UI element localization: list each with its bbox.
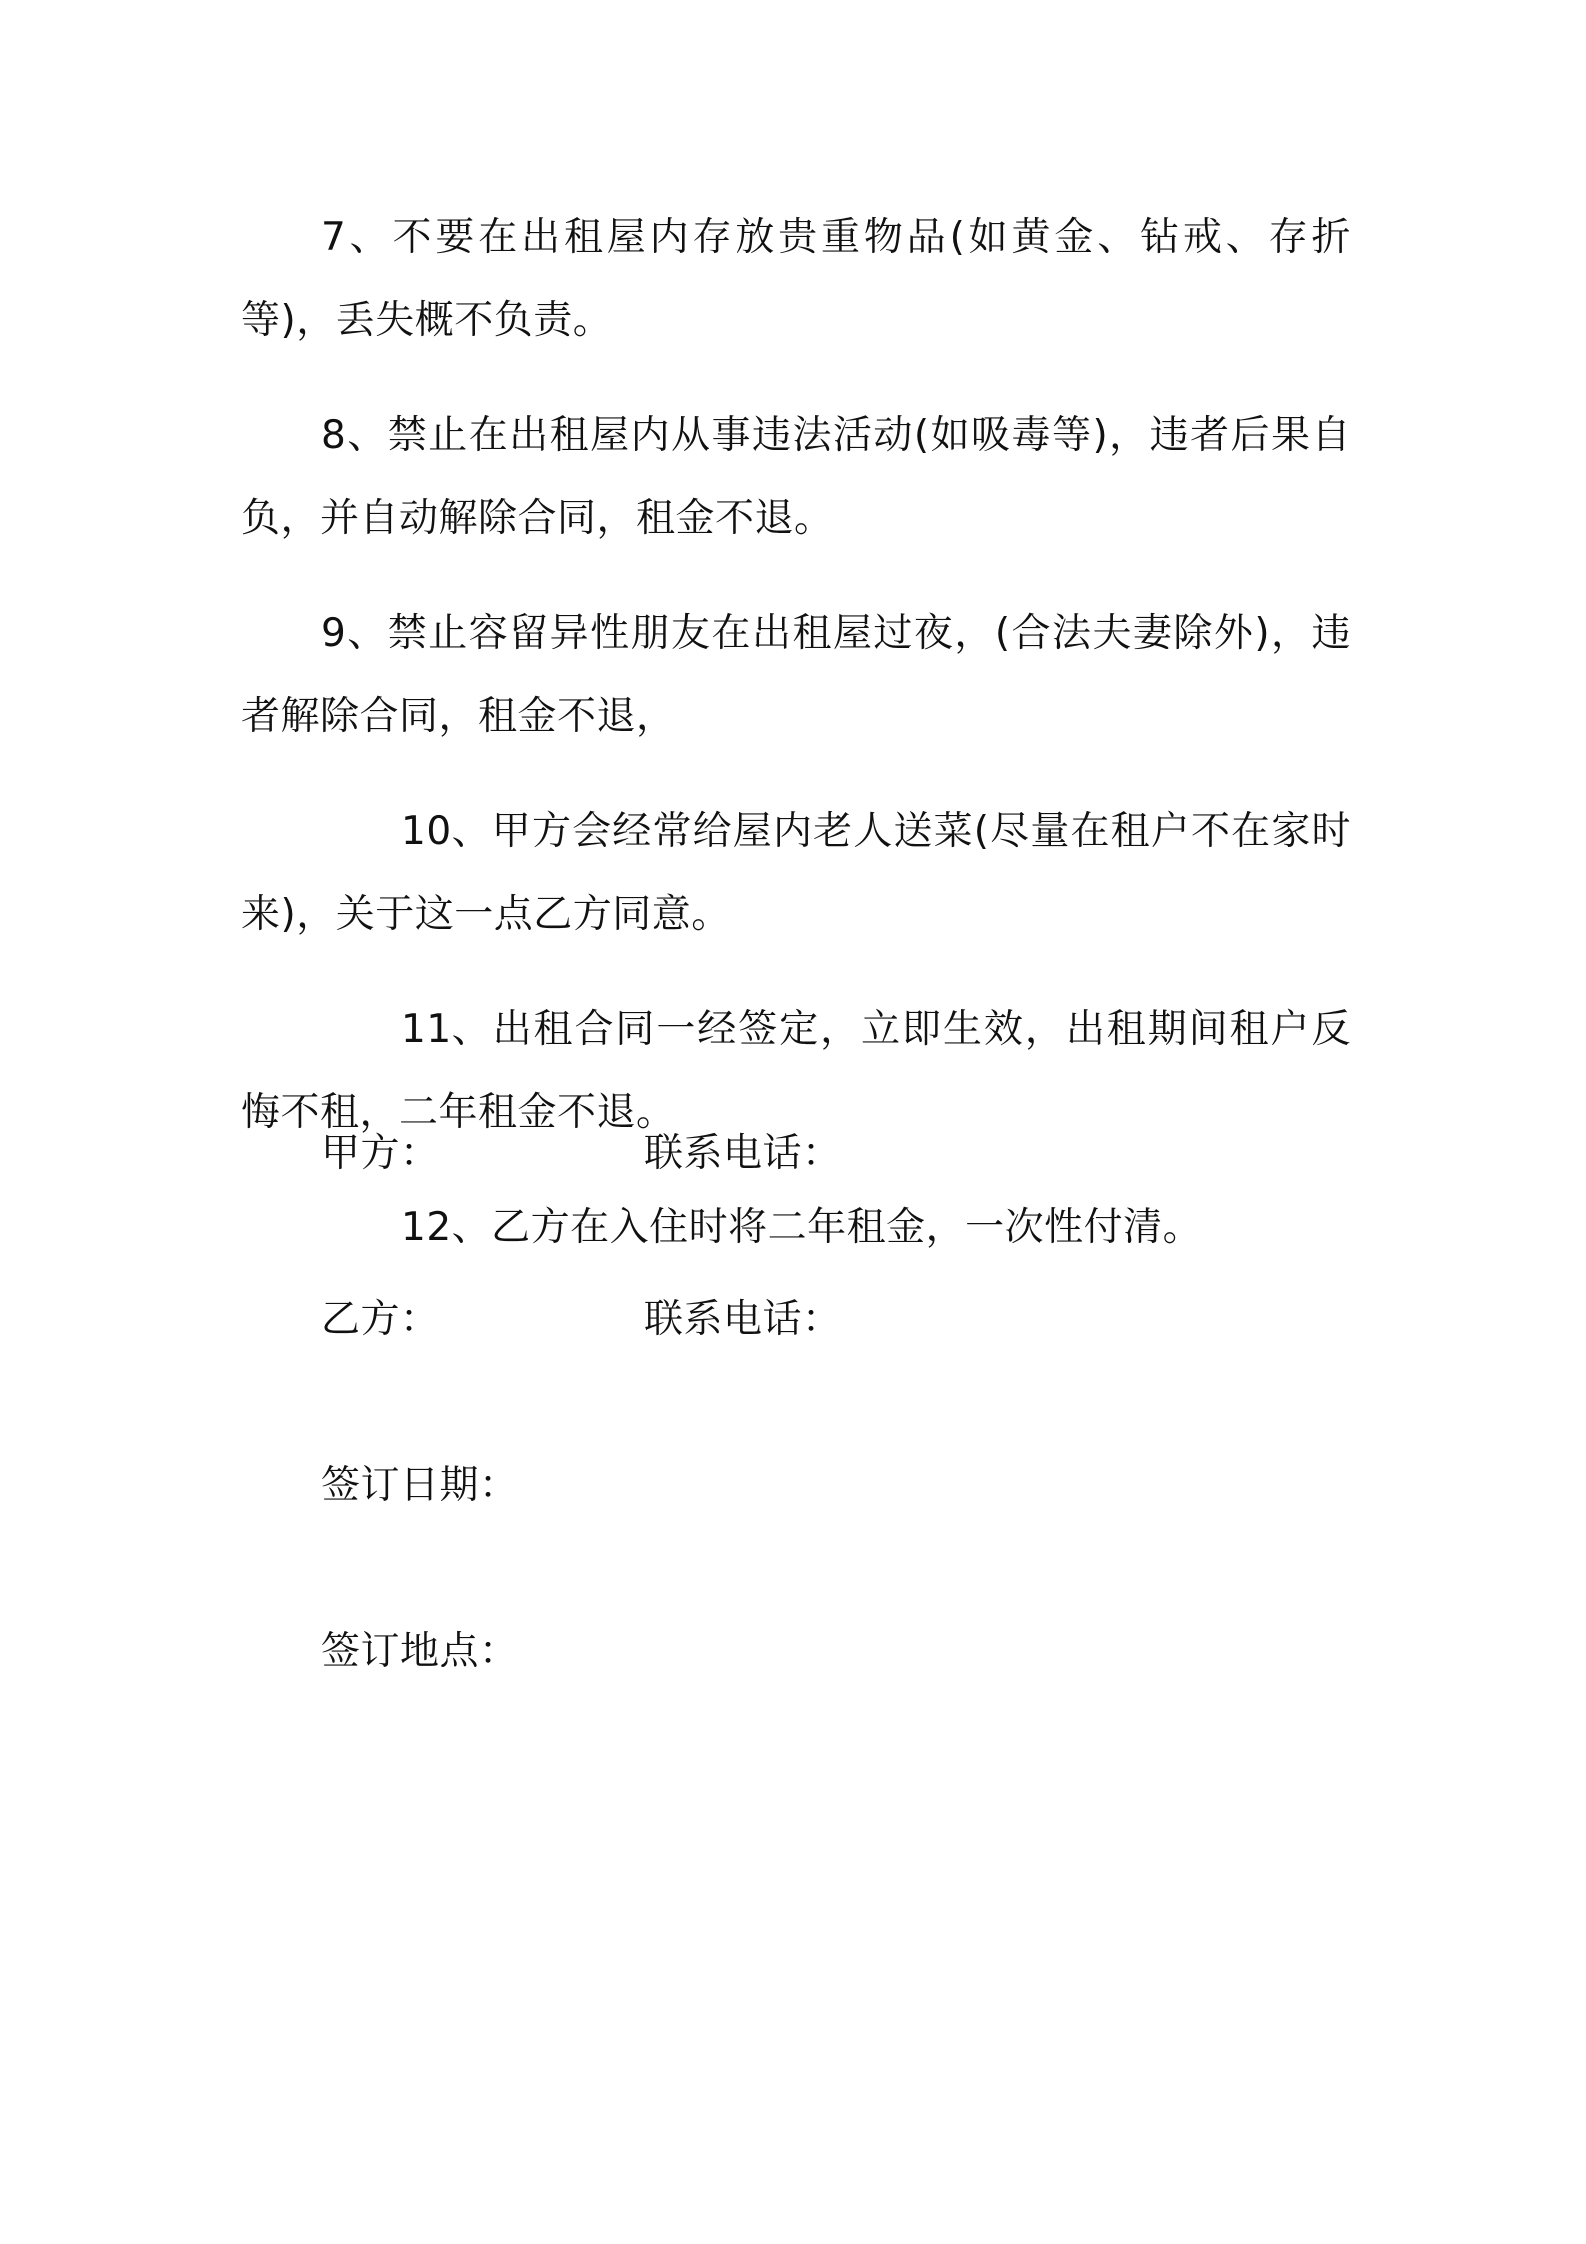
party-b-signature [321,1278,1321,1361]
clause-text: 禁止容留异性朋友在出租屋过夜，(合法夫妻除外)，违者解除合同，租金不退， [241,611,1351,739]
sign-place-label: 签订地点： [321,1629,519,1674]
sign-place [321,1610,1321,1693]
clause-10 [241,790,1351,956]
clause-8 [241,394,1351,560]
clause-number: 7、 [321,215,393,260]
party-b-label: 乙方： [321,1297,440,1342]
clause-9 [241,592,1351,758]
sign-date-label: 签订日期： [321,1463,519,1508]
sign-date [321,1444,1321,1527]
clause-number: 9、 [321,611,388,656]
clause-text: 不要在出租屋内存放贵重物品(如黄金、钻戒、存折等)，丢失概不负责。 [241,215,1351,343]
clause-text: 出租合同一经签定，立即生效，出租期间租户反悔不租，二年租金不退。 [241,1007,1351,1135]
clause-number: 10、 [401,809,492,854]
clause-number: 12、 [401,1205,492,1250]
clause-number: 8、 [321,413,388,458]
clause-number: 11、 [401,1007,492,1052]
clause-text: 乙方在入住时将二年租金，一次性付清。 [491,1205,1203,1250]
party-a-phone-label: 联系电话： [644,1131,842,1176]
clause-12 [241,1186,1351,1269]
clause-text: 禁止在出租屋内从事违法活动(如吸毒等)，违者后果自负，并自动解除合同，租金不退。 [241,413,1351,541]
party-b-phone-label: 联系电话： [644,1297,842,1342]
clause-text: 甲方会经常给屋内老人送菜(尽量在租户不在家时来)，关于这一点乙方同意。 [241,809,1351,937]
clause-7 [241,196,1351,362]
party-a-signature [321,1112,1321,1195]
party-a-label: 甲方： [321,1131,440,1176]
